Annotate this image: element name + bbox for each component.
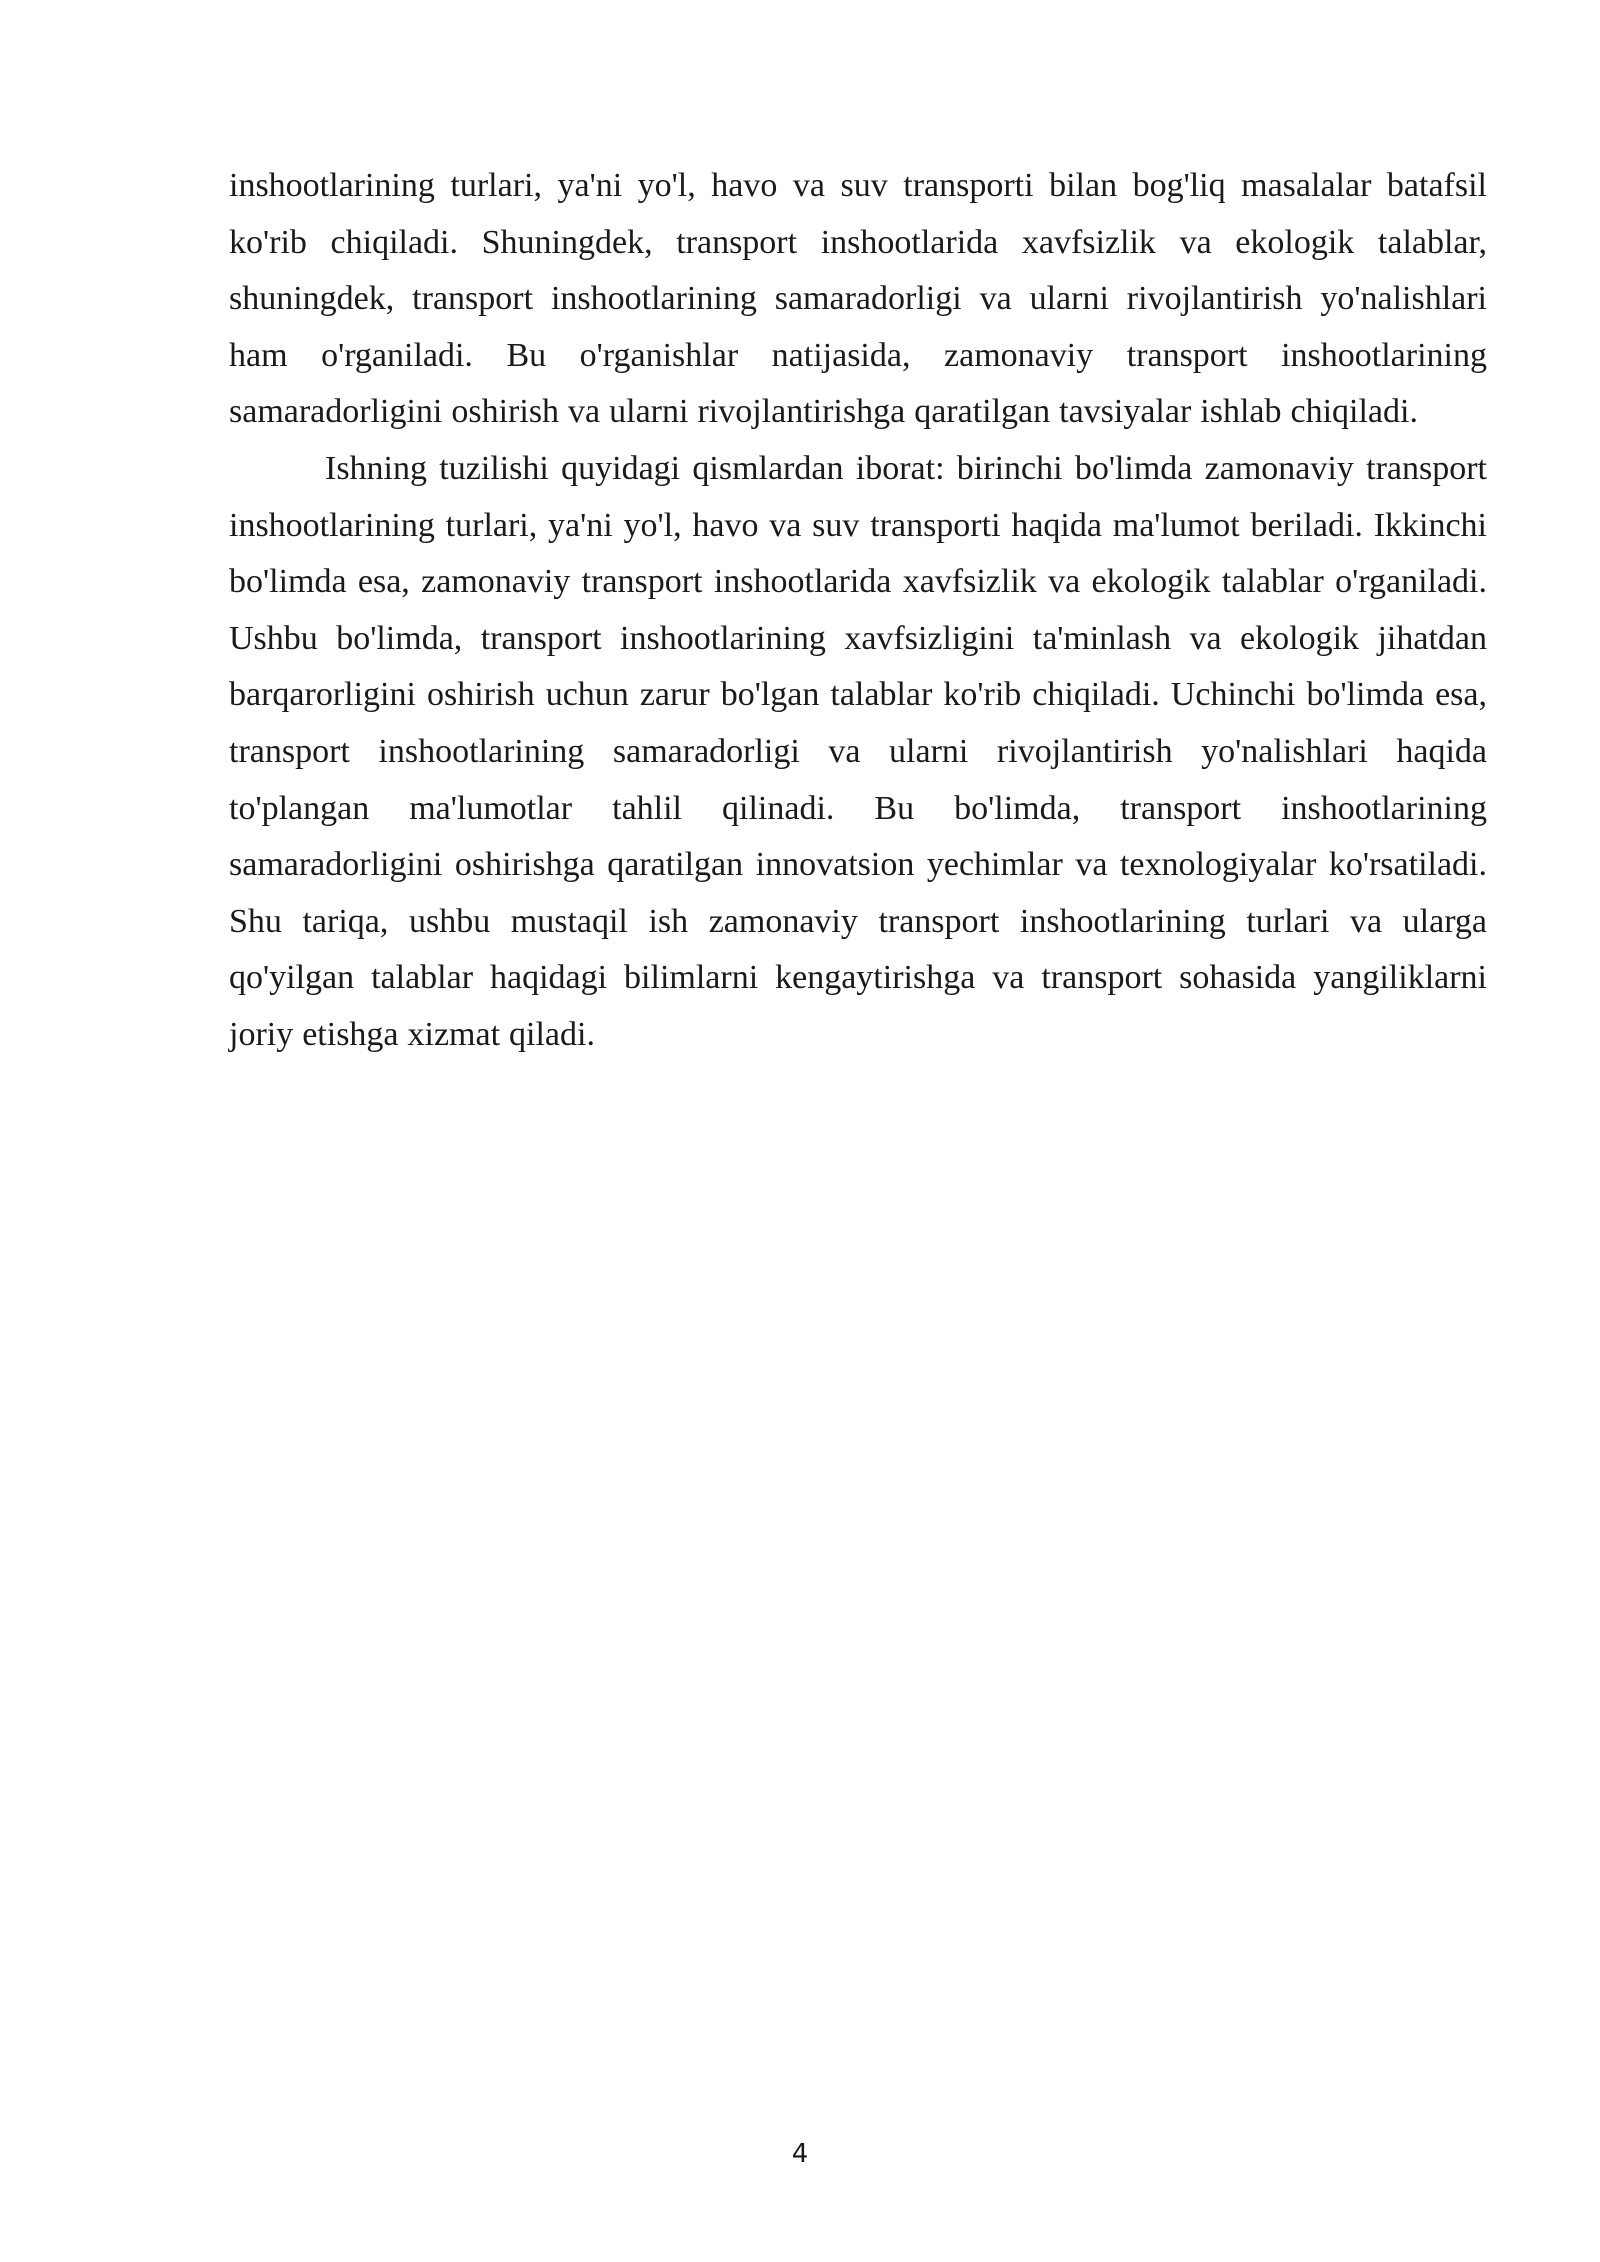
paragraph-structure: Ishning tuzilishi quyidagi qismlardan iborat: birinchi bo'limda zamonaviy transport inshootlarining turlari, ya'ni yo'l, havo va suv transporti haqida ma'lumot beriladi. Ikkinchi bo'limda esa, zamonaviy transport inshootlarida xavfsizlik va ekologik talablar o'rganiladi. Ushbu bo'limda, transport inshootlarining xavfsizligini ta'minlash va ekologik jihatdan barqarorligini oshirish uchun zarur bo'lgan talablar ko'rib chiqiladi. Uchinchi bo'limda esa, transport inshootlarining samaradorligi va ularni rivojlantirish yo'nalishlari haqida to'plangan ma'lumotlar tahlil qilinadi. Bu bo'limda, transport inshootlarining samaradorligini oshirishga qaratilgan innovatsion yechimlar va texnologiyalar ko'rsatiladi. Shu tariqa, ushbu mustaqil ish zamonaviy transport inshootlarining turlari va ularga qo'yilgan talablar haqidagi bilimlarni kengaytirishga va transport sohasida yangiliklarni joriy etishga xizmat qiladi. (229, 449, 1487, 1053)
paragraph-continuation: inshootlarining turlari, ya'ni yo'l, havo va suv transporti bilan bog'liq masalalar batafsil ko'rib chiqiladi. Shuningdek, transport inshootlarida xavfsizlik va ekologik talablar, shuningdek, transport inshootlarining samaradorligi va ularni rivojlantirish yo'nalishlari ham o'rganiladi. Bu o'rganishlar natijasida, zamonaviy transport inshootlarining samaradorligini oshirish va ularni rivojlantirishga qaratilgan tavsiyalar ishlab chiqiladi. (229, 167, 1487, 431)
body-text (229, 158, 1487, 1064)
page-number: 4 (791, 2139, 809, 2169)
